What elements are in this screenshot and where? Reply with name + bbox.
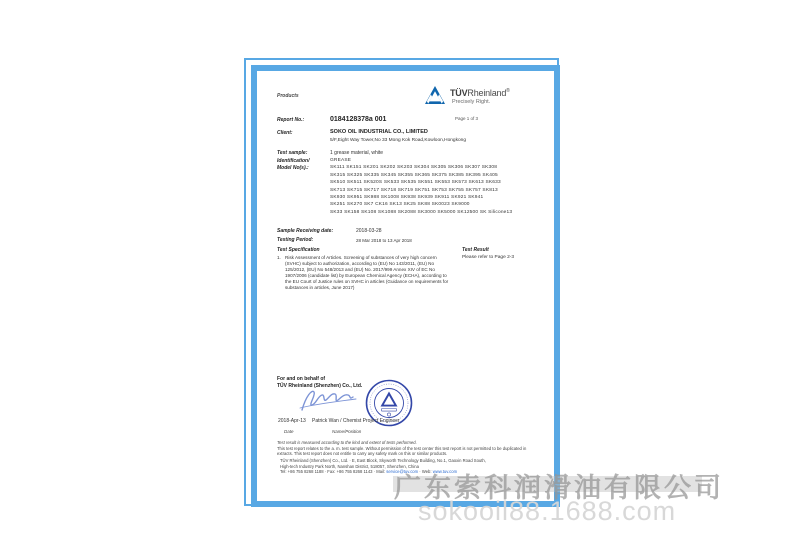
footer-disclaimer-2: This test report relates to the a. m. test sample. Without permission of the test center this test report is not permitted to be duplicated in extracts. This test report does not entitle to carry any safety mark on this or similar products. (277, 445, 527, 456)
client-label: Client: (277, 130, 293, 136)
logo-registered-mark: ® (506, 88, 510, 94)
test-sample-value: 1 grease material, white (330, 150, 384, 156)
tuv-triangle-icon (424, 85, 446, 105)
footer-address-line-1: TÜV Rheinland (Shenzhen) Co., Ltd. · E, East Block, Skyworth Technology Building, No.1, Gaoxin Road South, (280, 458, 486, 463)
identification-label-2: Model No(s).: (277, 164, 309, 171)
logo-tuv-text: TÜV (450, 88, 468, 98)
model-line: SK930 SK951 SK988 SK1008 SK938 SK939 SK911 SK921 SK941 (330, 195, 484, 201)
identification-label-1: Identification/ (277, 158, 310, 164)
model-numbers-block (330, 157, 538, 216)
on-behalf-line-2: TÜV Rheinland (Shenzhen) Co., Ltd. (277, 383, 363, 389)
logo-tagline: Precisely Right. (452, 99, 491, 105)
model-line: SK251 SK270 SK7 CK16 SK13 SK25 SK88 SK0023 SK9000 (330, 202, 470, 208)
model-line: SK713 SK715 SK717 SK718 SK719 SK751 SK753 SK755 SK757 SK813 (330, 187, 498, 193)
test-sample-label: Test sample: (277, 150, 308, 156)
testing-period-label: Testing Period: (277, 237, 314, 243)
test-specification-header: Test Specification (277, 247, 320, 253)
logo-rheinland-text: Rheinland (467, 88, 507, 98)
model-line: SK315 SK325 SK335 SK345 SK355 SK365 SK375 SK385 SK395 SK405 (330, 172, 498, 178)
web-link[interactable]: www.tuv.com (432, 469, 458, 474)
date-label: Date (284, 429, 294, 434)
contact-separator: · Web: (418, 469, 433, 474)
logo-wordmark (450, 88, 510, 98)
name-position-label: Name/Position (332, 429, 362, 434)
test-result-value: Please refer to Page 2-3 (462, 255, 514, 260)
footer-address-line-2: High-tech Industry Park North, Nanshan District, 518057, Shenzhen, China (280, 463, 419, 469)
report-no-label: Report No.: (277, 117, 305, 123)
watermark-company-name: 广东索科润滑油有限公司 (394, 473, 724, 503)
mail-link[interactable]: service@tuv.com (386, 469, 419, 474)
model-line: SK33 SK158 SK108 SK1088 SK2088 SK3000 SK5000 SK12500 SK Silicone13 (330, 209, 513, 215)
footer-disclaimer-1: Test result is measured according to the kind and extent of tests performed. (277, 440, 417, 445)
on-behalf-line-1: For and on behalf of (277, 376, 326, 382)
client-address: 5/F,Eight Way Tower,No 33 Mong Kok Road,Kowloon,Hongkong (330, 138, 466, 143)
page-indicator: Page 1 of 3 (455, 116, 479, 121)
sample-receiving-label: Sample Receiving date: (277, 228, 334, 234)
sign-date-value: 2018-Apr-13 (278, 418, 306, 424)
model-line: GREASE (330, 158, 352, 163)
test-result-header: Test Result (462, 247, 489, 253)
testing-period-value: 28 Mar 2018 to 13 Apr 2018 (356, 237, 412, 243)
sample-receiving-date: 2018-03-28 (356, 228, 382, 234)
model-line: SK510 SK511 SK520S SK533 SK535 SK551 SK553 SK573 SK613 SK633 (330, 180, 501, 186)
model-line: SK111 SK151 SK201 SK202 SK203 SK304 SK305 SK306 SK307 SK308 (330, 165, 498, 171)
contact-tel-fax: Tel: +86 755 8268 1188 · Fax: +86 755 8268 1143 · Mail: (280, 469, 387, 474)
spec-item-text: Risk Assessment of Articles. Screening of substances of very high concern (SVHC) subject to authorization, according to (EU) No 143/2011, (EU) No 125/2012, (EU) No 548/2013 and (EU) No. 2017/999 Annex XIV of EC No 1907/2006 (candidate list) by European Chemical Agency (ECHA), according to the EU Court of Justice rules on SVHC in articles (Guidance on requirements for substances in articles, June 2017) (285, 255, 449, 290)
sign-name-position-value: Patrick Wan / Chemist Project Engineer (312, 418, 400, 424)
report-no-value: 0184128378a 001 (330, 116, 387, 123)
tuv-rheinland-logo (424, 85, 534, 107)
products-label: Products (277, 93, 299, 99)
watermark-site-url: sokooil88.1688.com (418, 496, 677, 526)
signature-handwriting (298, 386, 360, 414)
spec-item-number: 1. (277, 255, 281, 260)
client-name: SOKO OIL INDUSTRIAL CO., LIMITED (330, 129, 428, 135)
